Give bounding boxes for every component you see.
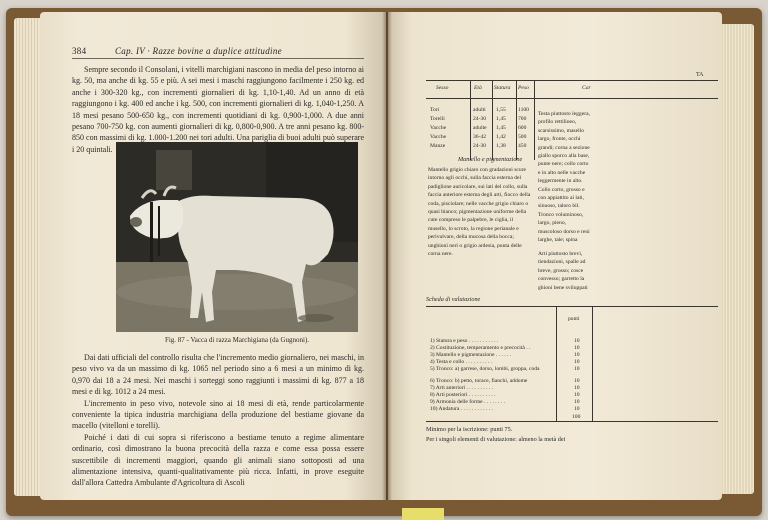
- scheda-label: 5) Tronco: a) garrese, dorso, lombi, groppa, coda: [430, 366, 540, 372]
- limbs-text: Arti piuttosto brevi, tiendazioni, spalle ad breve, grosso; cosce convesso; garretto la ghioni bene sviluppati: [538, 251, 588, 291]
- table-divider: [470, 80, 471, 160]
- scheda-label: 4) Testa e collo . . . . . . . . . .: [430, 359, 493, 365]
- scheda-label: 6) Tronco: b) petto, torace, fianchi, addome: [430, 378, 528, 384]
- table-cell: Manze: [430, 143, 446, 149]
- paragraph-3: L'incremento in peso vivo, notevole sino ai 18 mesi di età, rende particolarmente conveniente la tipica industria marchigiana della produzione del bestiame giovane da macello (vitelloni e torelli).: [72, 398, 364, 431]
- section-title-scheda: Scheda di valutazione: [426, 296, 481, 303]
- footnote-elements: Per i singoli elementi di valutazione: almeno la metà dei: [426, 436, 566, 443]
- conformation-text: Testa piuttosto leggera, profilo rettilineo, scarsissimo, masello largo, fronte, occhi grandi; corna a sezione giallo sporco alla base, punte nere; collo corto e in alto nelle vacche leggermente in alto. Collo corto, grosso e con appiattito ai lati, sinuoso, taloro bil. Tronco voluminoso, largo, pieno, muscoloso dorso e reni larghe, tale; spina: [538, 111, 590, 244]
- scheda-top-rule: [426, 306, 718, 307]
- table-cell: 24-30: [473, 116, 487, 122]
- table-cell: 1,38: [496, 143, 506, 149]
- scheda-value: 10: [574, 378, 580, 384]
- scheda-value: 10: [574, 345, 580, 351]
- table-cell: 1,55: [496, 107, 506, 113]
- scheda-value: 10: [574, 338, 580, 344]
- scheda-value: 10: [574, 366, 580, 372]
- table-cell: 450: [518, 143, 527, 149]
- paragraph-1: Sempre secondo il Consolani, i vitelli marchigiani nascono in media del peso intorno ai kg. 50, ma anche di kg. 55 e più. A sei mesi i maschi raggiungono facilmente i 250 kg. ed anche i 300-320 kg., con incrementi giornalieri di kg. 1,10-1,40. Ad un anno di età raggiungono i kg. 400 ed anche i kg. 500, con incrementi giornalieri di kg. 1,040-1,250. A 18 mesi pesano 500-650 kg., con incrementi quotidiani di kg. 0,900-1,000. A due anni pesano 700-750 kg. con aumenti giornalieri di kg. 0,800-0,900. A tre anni pesano kg. 800-850 con massimi di kg. 1.000-1.200 nei tori adulti. Una pariglia di buoi adulti può superare i 20 quintali.: [72, 65, 364, 154]
- bookmark-ribbon: [402, 508, 444, 520]
- table-divider: [516, 80, 517, 160]
- table-cell: Tori: [430, 107, 440, 113]
- page-number: 384: [72, 46, 87, 56]
- table-cell: 1,45: [496, 125, 506, 131]
- table-cell: 600: [518, 125, 527, 131]
- cow-photograph: [116, 142, 358, 332]
- section-title-mantello: Mantello e pigmentazione: [458, 156, 523, 163]
- book-gutter: [382, 12, 392, 500]
- table-cell: Torelli: [430, 116, 445, 122]
- scheda-column-divider: [592, 307, 593, 421]
- paragraph-block-bottom: [72, 352, 364, 489]
- corner-label: TA: [696, 72, 704, 78]
- paragraph-4: Poiché i dati di cui sopra si riferiscono a bestiame tenuto a regime alimentare ordinario, così dimostrano la buona precocità della razza e come essa possa essere suscettibile di incrementi maggiori, quando gli animali siano sottoposti ad una alimentazione intensiva, quanti-qualitativamente più ricca. Infatti, in prove eseguite dall'allora Cattedra Ambulante d'Agricoltura di Ascoli: [72, 432, 364, 488]
- scheda-label: 10) Andatura . . . . . . . . . . . .: [430, 406, 493, 412]
- scheda-label: 7) Arti anteriori . . . . . . . . . .: [430, 385, 494, 391]
- table-header: Car: [582, 85, 591, 91]
- table-header: Peso: [518, 85, 529, 91]
- table-header: Età: [474, 85, 482, 91]
- figure-caption: Fig. 87 - Vacca di razza Marchigiana (da Gugnoni).: [164, 336, 310, 344]
- table-cell: 700: [518, 116, 527, 122]
- paragraph-2: Dai dati ufficiali del controllo risulta che l'incremento medio giornaliero, nei maschi, in peso vivo va da un massimo di kg. 1065 nel periodo sino a 6 mesi a un minimo di kg. 0,970 dai 18 a 24 mesi. Nei maschi i sorteggi sono raggiunti i massimi di kg. 877 a 18 mesi e di kg. 1012 a 24 mesi.: [72, 353, 364, 397]
- scheda-label: 2) Costituzione, temperamento e precocità . .: [430, 345, 531, 351]
- scheda-label: 1) Statura e peso . . . . . . . . . . .: [430, 338, 499, 344]
- scheda-value: 10: [574, 406, 580, 412]
- table-cell: 1,45: [496, 116, 506, 122]
- mantello-description: Mantello grigio chiaro con gradazioni scure intorno agli occhi, sulla faccia esterna del padiglione auricolare, sui lati del collo, sulla faccia anteriore esterna degli arti, fiocco della coda, pisciolare; nelle vacche grigio chiaro o quasi bianco; pigmentazione uniforme della cute compreso le palpebre, le ciglia, il musello, lo scroto, la regione perianale e perivulvare, della mucosa della bocca; unghioni neri o grigio ardesia, punta delle corna nere.: [428, 167, 531, 258]
- scheda-value: 10: [574, 352, 580, 358]
- scheda-value: 10: [574, 392, 580, 398]
- scheda-label: 9) Armonia delle forme . . . . . . . .: [430, 399, 506, 405]
- page-edges-right: [718, 24, 754, 494]
- table-header: Sesso: [436, 85, 449, 91]
- running-head: [72, 46, 282, 56]
- table-divider: [492, 80, 493, 160]
- scheda-value: 10: [574, 399, 580, 405]
- table-cell: Vacche: [430, 125, 447, 131]
- table-cell: 36-42: [473, 134, 487, 140]
- scheda-label: 3) Mantello e pigmentazione . . . . . .: [430, 352, 512, 358]
- table-cell: 1,42: [496, 134, 506, 140]
- table-cell: 1100: [518, 107, 529, 113]
- footnote-minimum: Minimo per la iscrizione: punti 75.: [426, 426, 513, 433]
- running-head-rule: [72, 58, 364, 59]
- cow-illustration: [116, 142, 358, 332]
- scheda-value: 10: [574, 359, 580, 365]
- running-head-title: Cap. IV · Razze bovine a duplice attitudine: [114, 46, 282, 56]
- table-header: Statura: [494, 85, 511, 91]
- scheda-value: 10: [574, 385, 580, 391]
- table-cell: adulte: [473, 125, 487, 131]
- table-cell: Vacche: [430, 134, 447, 140]
- scheda-column-divider: [556, 307, 557, 421]
- scheda-label: 8) Arti posteriori . . . . . . . . . .: [430, 392, 496, 398]
- scheda-total: 100: [572, 414, 581, 420]
- punti-header: punti: [568, 316, 580, 322]
- table-cell: adulti: [473, 107, 486, 113]
- table-cell: 500: [518, 134, 527, 140]
- table-cell: 24-30: [473, 143, 487, 149]
- table-divider: [534, 80, 535, 160]
- scheda-bottom-rule: [426, 421, 718, 422]
